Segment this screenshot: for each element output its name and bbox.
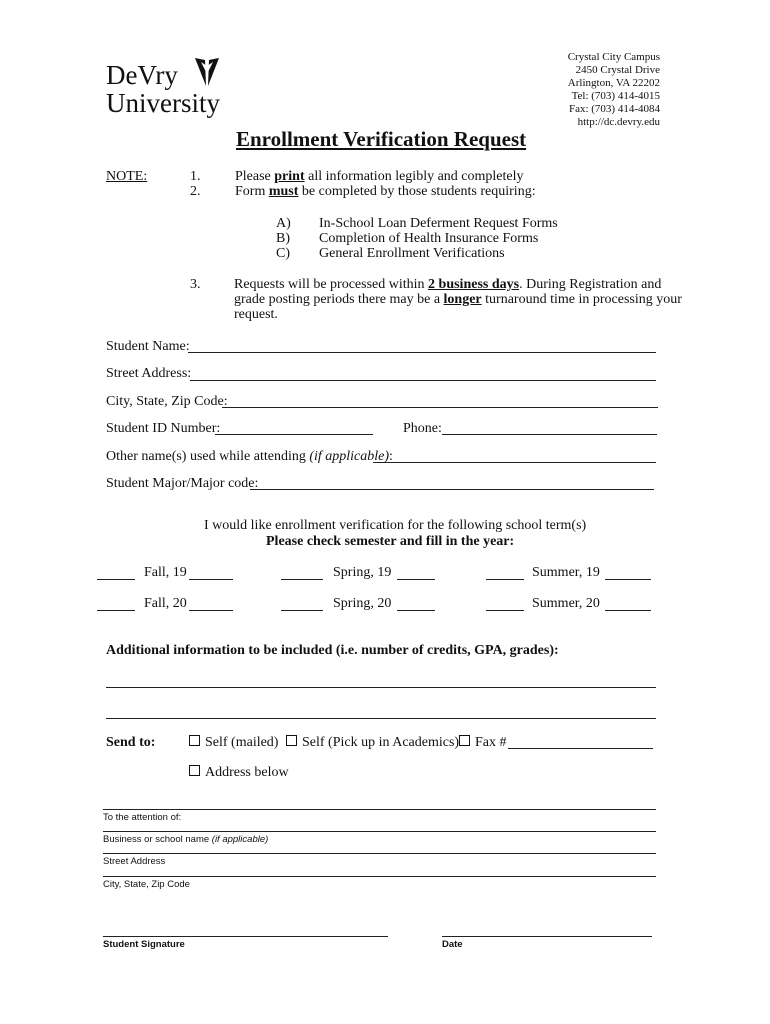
spring-19-check[interactable] [281, 579, 323, 580]
logo-devry: DeVry [106, 60, 178, 90]
campus-name: Crystal City Campus [567, 51, 660, 63]
student-name-field[interactable] [188, 352, 656, 353]
summer-20-year[interactable] [605, 610, 651, 611]
campus-fax: Fax: (703) 414-4084 [568, 103, 660, 115]
campus-city: Arlington, VA 22202 [567, 77, 660, 89]
city-label: City, State, Zip Code [103, 879, 190, 890]
page-title: Enrollment Verification Request [236, 127, 527, 151]
business-label: Business or school name (if applicable) [103, 834, 269, 845]
sub-item-a: In-School Loan Deferment Request Forms [319, 216, 558, 231]
fall-20-check[interactable] [97, 610, 135, 611]
note-item-3-line3: request. [234, 307, 278, 322]
fall-19-year[interactable] [189, 579, 233, 580]
sub-item-b: Completion of Health Insurance Forms [319, 231, 539, 246]
send-address-below[interactable]: Address below [189, 765, 289, 781]
devry-shield-icon [193, 56, 221, 90]
street-label: Street Address [103, 856, 166, 867]
fall-19-label: Fall, 19 [144, 565, 187, 580]
signature-line[interactable] [103, 936, 388, 937]
fall-20-label: Fall, 20 [144, 596, 187, 611]
date-line[interactable] [442, 936, 652, 937]
spring-20-year[interactable] [397, 610, 435, 611]
summer-19-check[interactable] [486, 579, 524, 580]
campus-address [568, 51, 660, 129]
checkbox-icon[interactable] [459, 735, 470, 746]
attention-label: To the attention of: [103, 812, 182, 823]
major-label: Student Major/Major code: [106, 476, 259, 491]
send-self-mailed[interactable]: Self (mailed) [189, 735, 278, 751]
note-item-1: Please print all information legibly and completely [235, 169, 524, 184]
checkbox-icon[interactable] [189, 735, 200, 746]
major-field[interactable] [250, 489, 654, 490]
sub-item-a-letter: A) [276, 216, 291, 231]
student-name-label: Student Name: [106, 339, 190, 354]
street-address-label: Street Address: [106, 366, 192, 381]
send-to-label: Send to: [106, 735, 156, 750]
city-state-zip-label: City, State, Zip Code: [106, 394, 228, 409]
student-id-label: Student ID Number: [106, 421, 221, 436]
fall-20-year[interactable] [189, 610, 233, 611]
student-id-field[interactable] [215, 434, 373, 435]
phone-label: Phone: [403, 421, 442, 436]
phone-field[interactable] [442, 434, 657, 435]
send-fax[interactable]: Fax # [459, 735, 507, 751]
note-label: NOTE: [106, 169, 148, 184]
spring-19-year[interactable] [397, 579, 435, 580]
note-item-3-line1: Requests will be processed within 2 business days. During Registration and [234, 277, 662, 292]
spring-19-label: Spring, 19 [333, 565, 392, 580]
additional-info-label: Additional information to be included (i.e. number of credits, GPA, grades): [106, 643, 559, 658]
checkbox-icon[interactable] [189, 765, 200, 776]
city-state-zip-field[interactable] [222, 407, 658, 408]
attention-line[interactable] [103, 809, 656, 810]
date-label: Date [442, 939, 463, 950]
street-address-field[interactable] [190, 380, 656, 381]
note-number-1: 1. [190, 169, 201, 184]
fall-19-check[interactable] [97, 579, 135, 580]
street-line[interactable] [103, 853, 656, 854]
summer-20-label: Summer, 20 [532, 596, 600, 611]
note-item-3-line2: grade posting periods there may be a longer turnaround time in processing your [234, 292, 682, 307]
summer-19-year[interactable] [605, 579, 651, 580]
other-names-field[interactable] [373, 462, 656, 463]
campus-tel: Tel: (703) 414-4015 [571, 90, 660, 102]
terms-instruction: Please check semester and fill in the year: [266, 534, 515, 549]
terms-intro: I would like enrollment verification for the following school term(s) [204, 518, 587, 533]
additional-info-line-1[interactable] [106, 687, 656, 688]
other-names-label: Other name(s) used while attending (if applicable): [106, 449, 393, 464]
summer-19-label: Summer, 19 [532, 565, 600, 580]
sub-item-c-letter: C) [276, 246, 290, 261]
note-item-2: Form must be completed by those students requiring: [235, 184, 536, 199]
checkbox-icon[interactable] [286, 735, 297, 746]
note-number-3: 3. [190, 277, 201, 292]
spring-20-label: Spring, 20 [333, 596, 392, 611]
logo-university: University [106, 88, 220, 118]
campus-street: 2450 Crystal Drive [575, 64, 660, 76]
business-line[interactable] [103, 831, 656, 832]
campus-url[interactable]: http://dc.devry.edu [577, 116, 660, 128]
fax-number-field[interactable] [508, 748, 653, 749]
send-self-pickup[interactable]: Self (Pick up in Academics) [286, 735, 459, 751]
sub-item-c: General Enrollment Verifications [319, 246, 505, 261]
student-signature-label: Student Signature [103, 939, 185, 950]
additional-info-line-2[interactable] [106, 718, 656, 719]
city-line[interactable] [103, 876, 656, 877]
spring-20-check[interactable] [281, 610, 323, 611]
sub-item-b-letter: B) [276, 231, 290, 246]
summer-20-check[interactable] [486, 610, 524, 611]
note-number-2: 2. [190, 184, 201, 199]
